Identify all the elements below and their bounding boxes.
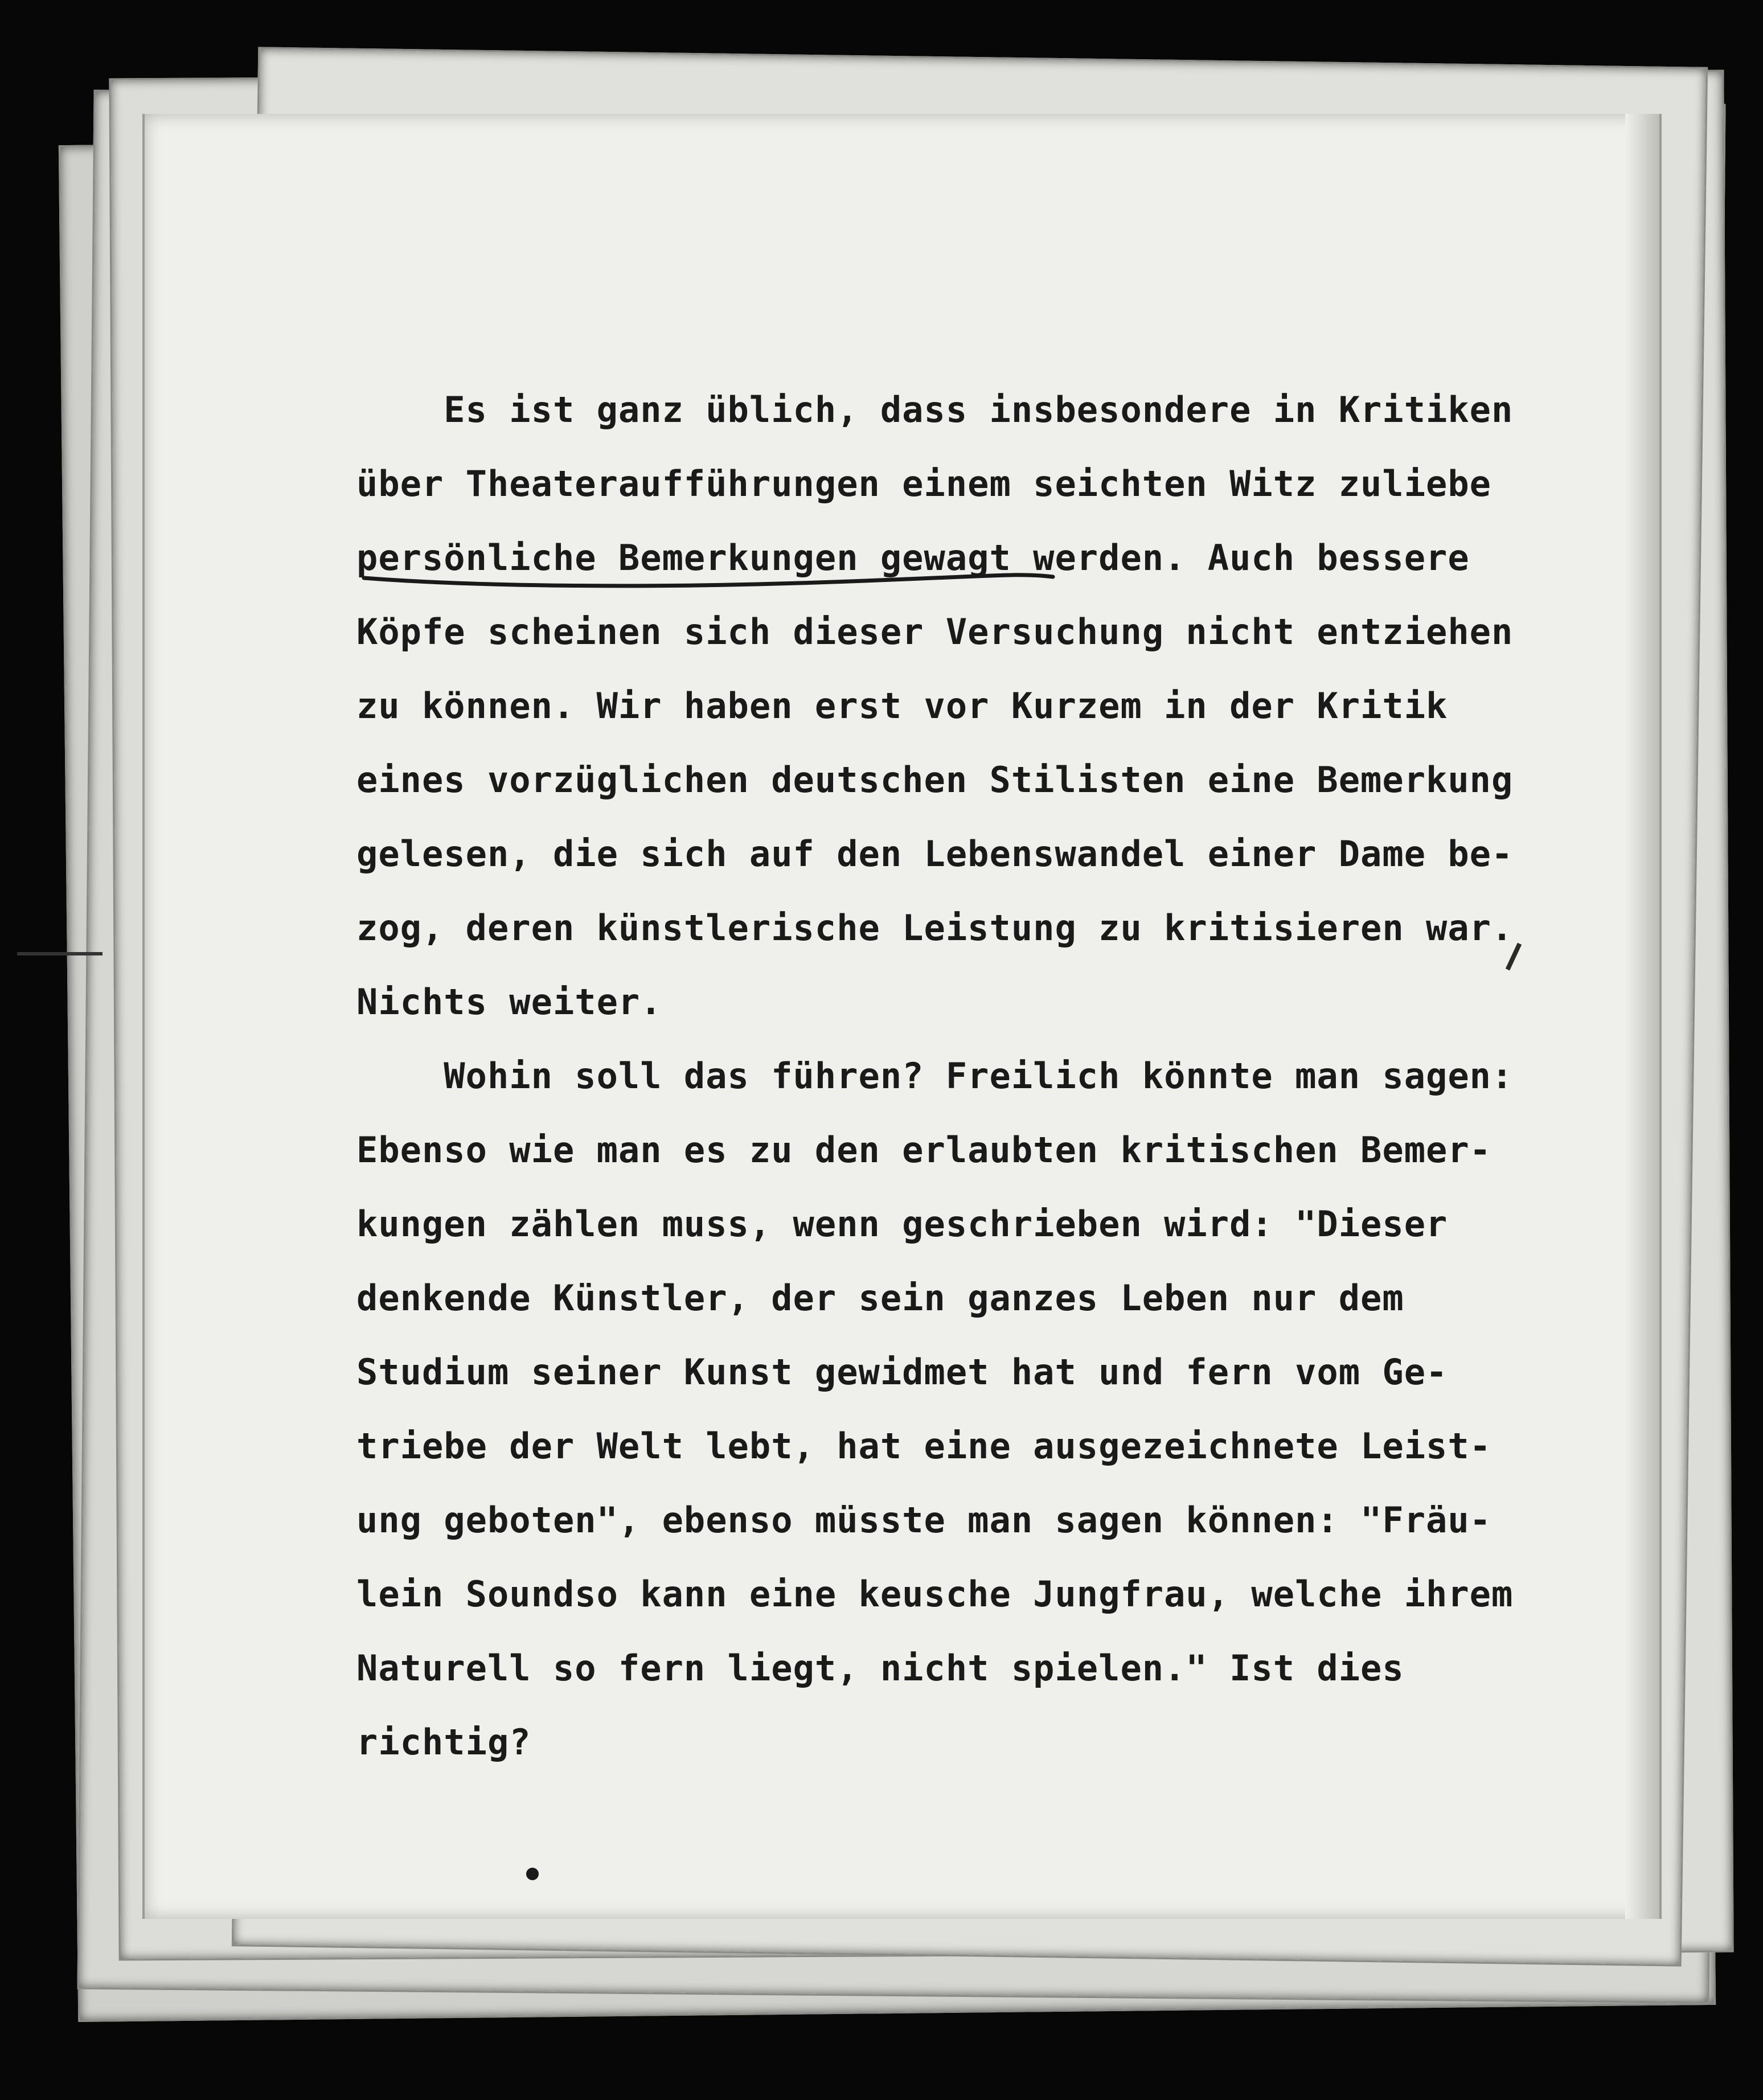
text-line: kungen zählen muss, wenn geschrieben wird: "Dieser [356, 1203, 1448, 1245]
text-line: denkende Künstler, der sein ganzes Leben nur dem [356, 1277, 1404, 1319]
handwritten-underline [361, 555, 1056, 589]
ink-dot [526, 1868, 539, 1880]
text-line: lein Soundso kann eine keusche Jungfrau, welche ihrem [356, 1573, 1514, 1615]
text-line: triebe der Welt lebt, hat eine ausgezeichnete Leist- [356, 1425, 1492, 1467]
text-line: richtig? [356, 1721, 531, 1763]
text-line: persönliche Bemerkungen gewagt werden. Auch bessere [356, 537, 1470, 579]
text-line: zu können. Wir haben erst vor Kurzem in der Kritik [356, 685, 1448, 727]
text-line: Es ist ganz üblich, dass insbesondere in Kritiken [356, 389, 1514, 430]
text-line: eines vorzüglichen deutschen Stilisten eine Bemerkung [356, 759, 1514, 801]
text-line: Nichts weiter. [356, 981, 662, 1023]
text-line: Ebenso wie man es zu den erlaubten kritischen Bemer- [356, 1129, 1492, 1171]
page-edge-shadow [1625, 114, 1659, 1919]
paragraph-1 [356, 373, 1581, 1039]
text-line: über Theateraufführungen einem seichten Witz zuliebe [356, 463, 1492, 505]
text-line: ung geboten", ebenso müsste man sagen können: "Fräu- [356, 1499, 1492, 1541]
text-line: Wohin soll das führen? Freilich könnte man sagen: [356, 1055, 1514, 1097]
typewritten-page [142, 114, 1662, 1919]
text-line: Naturell so fern liegt, nicht spielen." Ist dies [356, 1647, 1404, 1689]
edge-mark [17, 952, 102, 955]
text-line: gelesen, die sich auf den Lebenswandel einer Dame be- [356, 833, 1514, 875]
text-line: Studium seiner Kunst gewidmet hat und fern vom Ge- [356, 1351, 1448, 1393]
text-line: zog, deren künstlerische Leistung zu kritisieren war. [356, 907, 1514, 949]
paragraph-2 [356, 1039, 1581, 1779]
text-line: Köpfe scheinen sich dieser Versuchung nicht entziehen [356, 611, 1514, 653]
